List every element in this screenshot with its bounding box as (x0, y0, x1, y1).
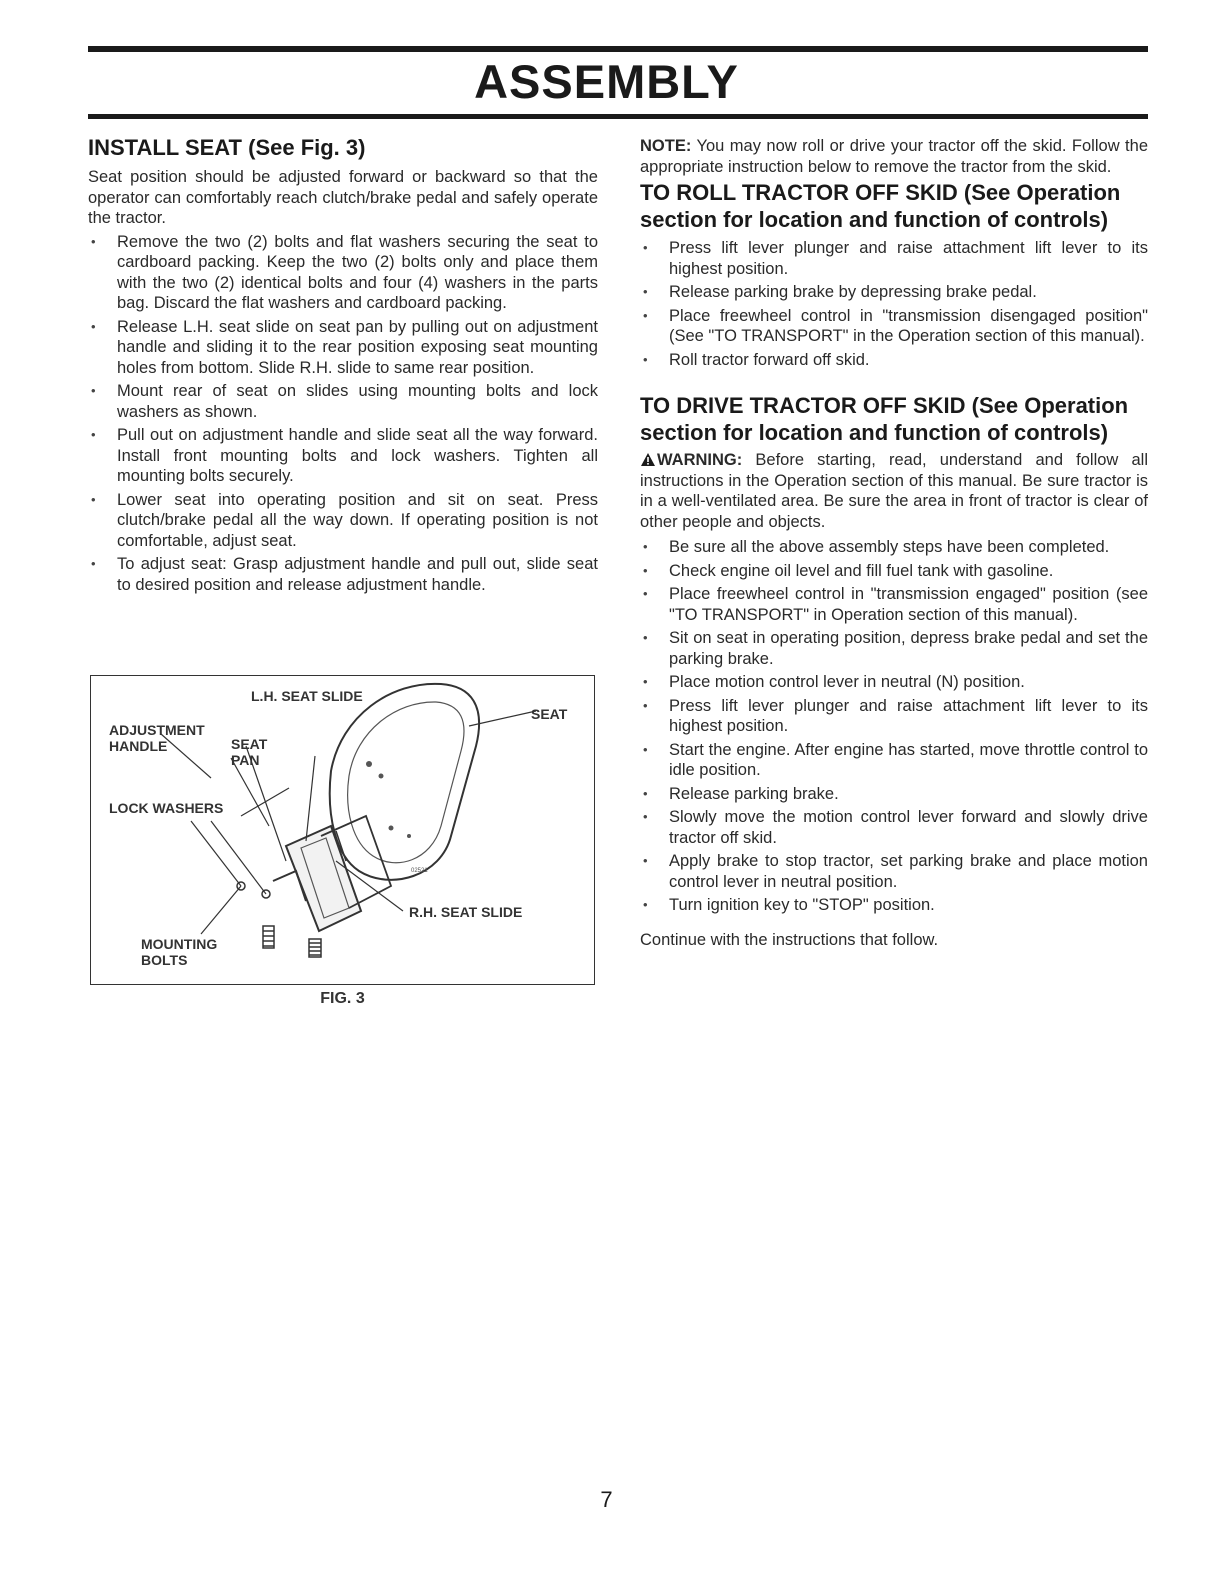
list-item: • Place freewheel control in "transmission engaged" position (see "TO TRANSPORT" in Operation section of this manual). (640, 584, 1148, 625)
header-rule-top (88, 46, 1148, 52)
list-item: • Release L.H. seat slide on seat pan by pulling out on adjustment handle and sliding it to the rear position exposing seat mounting holes from bottom. Slide R.H. slide to same rear position. (88, 317, 598, 379)
list-item: • To adjust seat: Grasp adjustment handle and pull out, slide seat to desired position and release adjustment handle. (88, 554, 598, 595)
warning-triangle-icon (640, 452, 656, 467)
list-item: • Start the engine. After engine has started, move throttle control to idle position. (640, 740, 1148, 781)
list-item: • Roll tractor forward off skid. (640, 350, 1148, 371)
label-lh-seat-slide: L.H. SEAT SLIDE (251, 688, 363, 704)
warning-text: Before starting, read, understand and follow all instructions in the Operation section of this manual. Be sure tractor is in a well-ventilated area. Be sure the area in front of tractor is clear of other people and objects. (640, 451, 1148, 531)
list-item: • Pull out on adjustment handle and slide seat all the way forward. Install front mounting bolts and lock washers. Tighten all mounting bolts securely. (88, 425, 598, 487)
warning-label: WARNING: (657, 451, 743, 469)
label-lock-washers: LOCK WASHERS (109, 800, 224, 816)
svg-text:02521: 02521 (411, 868, 428, 874)
note-paragraph (640, 136, 1148, 177)
note-text: You may now roll or drive your tractor off the skid. Follow the appropriate instruction below to remove the tractor from the skid. (640, 137, 1148, 176)
figure-3 (90, 675, 595, 985)
list-item: • Press lift lever plunger and raise attachment lift lever to its highest position. (640, 238, 1148, 279)
right-column (640, 136, 1148, 950)
drive-tractor-heading: TO DRIVE TRACTOR OFF SKID (See Operation section for location and function of controls) (640, 393, 1129, 445)
list-item: • Release parking brake by depressing brake pedal. (640, 282, 1148, 303)
label-seat-pan: SEAT PAN (231, 736, 268, 768)
list-item: • Place freewheel control in "transmission disengaged position" (See "TO TRANSPORT" in the Operation section of this manual). (640, 306, 1148, 347)
warning-paragraph (640, 450, 1148, 532)
list-item: • Lower seat into operating position and sit on seat. Press clutch/brake pedal all the way down. If operating position is not comfortable, adjust seat. (88, 490, 598, 552)
label-adjustment-handle: ADJUSTMENT HANDLE (109, 722, 205, 754)
list-item: • Slowly move the motion control lever forward and slowly drive tractor off skid. (640, 807, 1148, 848)
page-number: 7 (600, 1487, 613, 1512)
page-title: ASSEMBLY (474, 55, 739, 108)
label-seat: SEAT (531, 706, 568, 722)
install-seat-steps (88, 232, 598, 596)
install-seat-heading: INSTALL SEAT (See Fig. 3) (88, 135, 366, 160)
list-item: • Sit on seat in operating position, depress brake pedal and set the parking brake. (640, 628, 1148, 669)
label-mounting-bolts: MOUNTING BOLTS (141, 936, 218, 968)
figure-caption: FIG. 3 (320, 990, 365, 1007)
header-rule-bottom (88, 114, 1148, 119)
list-item: • Be sure all the above assembly steps have been completed. (640, 537, 1148, 558)
list-item: • Remove the two (2) bolts and flat washers securing the seat to cardboard packing. Keep the two (2) bolts only and place them with the two (2) identical bolts and four (4) washers in the parts bag. Discard the flat washers and cardboard packing. (88, 232, 598, 314)
left-column (88, 134, 598, 598)
list-item: • Press lift lever plunger and raise attachment lift lever to its highest position. (640, 696, 1148, 737)
list-item: • Apply brake to stop tractor, set parking brake and place motion control lever in neutral position. (640, 851, 1148, 892)
closing-paragraph: Continue with the instructions that follow. (640, 930, 939, 949)
drive-tractor-steps (640, 537, 1148, 916)
roll-tractor-steps (640, 238, 1148, 370)
install-seat-intro: Seat position should be adjusted forward or backward so that the operator can comfortably reach clutch/brake pedal and safely operate the tractor. (88, 168, 598, 227)
list-item: • Mount rear of seat on slides using mounting bolts and lock washers as shown. (88, 381, 598, 422)
list-item: • Place motion control lever in neutral (N) position. (640, 672, 1148, 693)
note-label: NOTE: (640, 137, 692, 155)
list-item: • Turn ignition key to "STOP" position. (640, 895, 1148, 916)
list-item: • Release parking brake. (640, 784, 1148, 805)
list-item: • Check engine oil level and fill fuel tank with gasoline. (640, 561, 1148, 582)
label-rh-seat-slide: R.H. SEAT SLIDE (409, 904, 523, 920)
roll-tractor-heading: TO ROLL TRACTOR OFF SKID (See Operation section for location and function of controls) (640, 180, 1121, 232)
